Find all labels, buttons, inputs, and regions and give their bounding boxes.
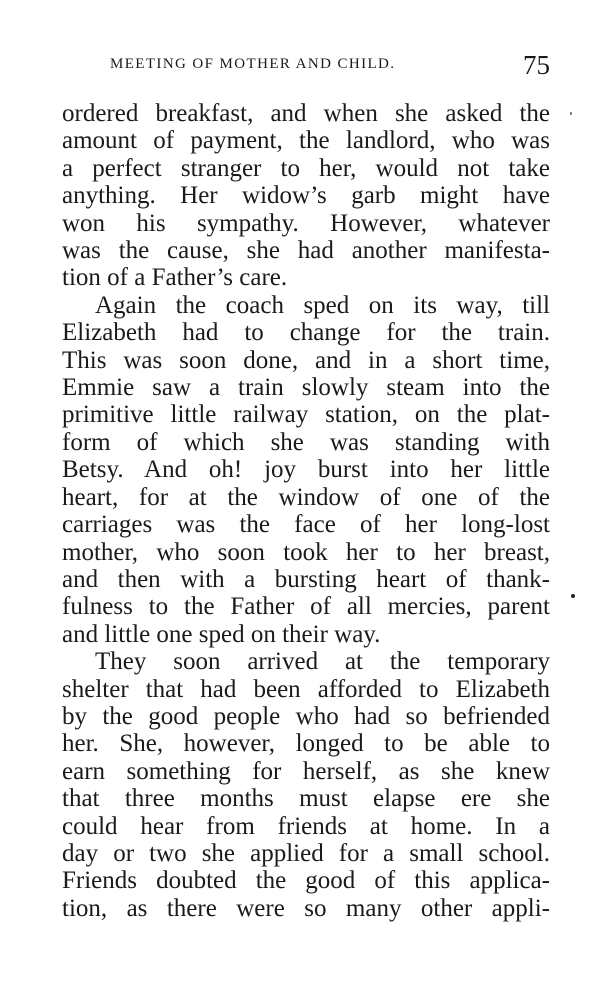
text-line: This was soon done, and in a short time, [62, 346, 550, 374]
text-line: could hear from friends at home. In a [62, 812, 550, 840]
text-line: mother, who soon took her to her breast, [62, 538, 550, 566]
text-line: form of which she was standing with [62, 428, 550, 456]
text-line: carriages was the face of her long-lost [62, 511, 550, 539]
text-line: won his sympathy. However, whatever [62, 209, 550, 237]
print-speck [570, 112, 572, 115]
text-line: her. She, however, longed to be able to [62, 730, 550, 758]
text-line: by the good people who had so befriended [62, 702, 550, 730]
print-speck [571, 594, 575, 598]
text-line: primitive little railway station, on the plat- [62, 401, 550, 429]
body-text [62, 100, 550, 980]
text-line: and little one sped on their way. [62, 620, 381, 648]
text-line: Friends doubted the good of this applica- [62, 867, 550, 895]
page-number: 75 [523, 50, 550, 80]
text-line: tion, as there were so many other appli- [62, 894, 550, 922]
text-line: and then with a bursting heart of thank- [62, 565, 550, 593]
paragraph-1 [62, 100, 550, 292]
text-line: fulness to the Father of all mercies, parent [62, 593, 550, 621]
text-line: Betsy. And oh! joy burst into her little [62, 456, 550, 484]
text-line: shelter that had been afforded to Elizabeth [62, 675, 550, 703]
paragraph-3 [62, 648, 550, 922]
text-line: tion of a Father’s care. [62, 264, 288, 292]
text-line: was the cause, she had another manifesta- [62, 237, 550, 265]
text-line: heart, for at the window of one of the [62, 483, 550, 511]
text-line: a perfect stranger to her, would not take [62, 154, 550, 182]
text-line: that three months must elapse ere she [62, 785, 550, 813]
text-line: They soon arrived at the temporary [95, 648, 550, 676]
text-line: day or two she applied for a small school. [62, 839, 550, 867]
text-line: amount of payment, the landlord, who was [62, 127, 550, 155]
text-line: Elizabeth had to change for the train. [62, 319, 550, 347]
running-title: MEETING OF MOTHER AND CHILD. [110, 56, 396, 72]
text-line: Emmie saw a train slowly steam into the [62, 374, 550, 402]
text-line: earn something for herself, as she knew [62, 757, 550, 785]
text-line: ordered breakfast, and when she asked the [62, 100, 550, 127]
running-header [60, 50, 550, 84]
text-line: anything. Her widow’s garb might have [62, 182, 550, 210]
text-line: Again the coach sped on its way, till [95, 291, 550, 319]
paragraph-2 [62, 292, 550, 648]
